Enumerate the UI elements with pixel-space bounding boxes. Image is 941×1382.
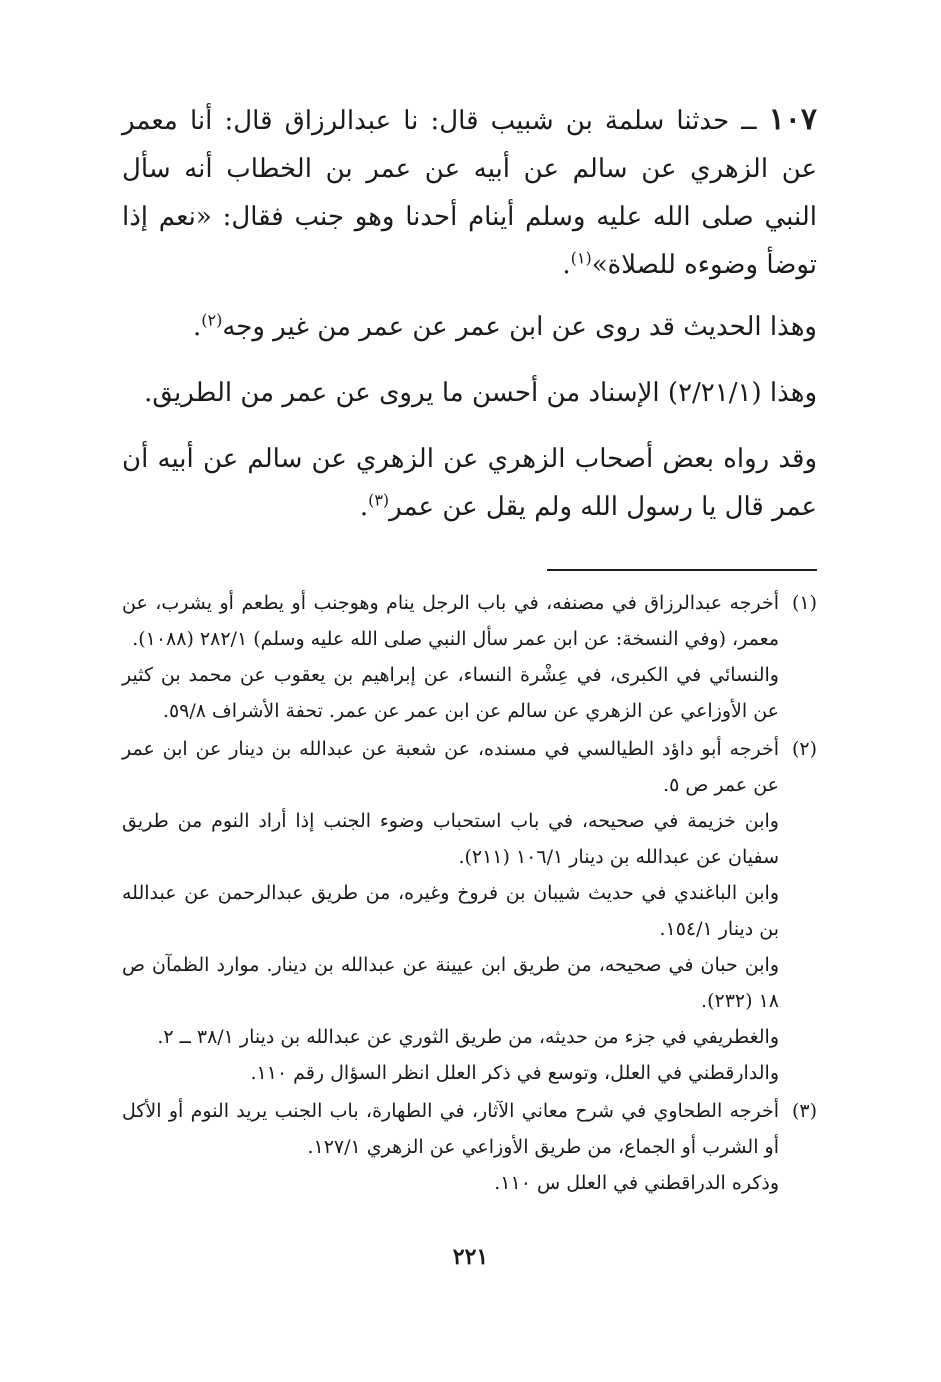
- footnote-line: وذكره الدراقطني في العلل س ١١٠.: [494, 1172, 779, 1194]
- commentary-text: وقد رواه بعض أصحاب الزهري عن الزهري عن سالم عن أبيه أن عمر قال يا رسول الله ولم يقل عن عمر: [122, 444, 817, 522]
- footnote-line: أخرجه عبدالرزاق في مصنفه، في باب الرجل ينام وهوجنب أو يطعم أو يشرب، عن معمر، (وفي النسخة: عن ابن عمر سأل النبي صلى الله عليه وسلم) ٢٨٢/١ (١٠٨٨).: [122, 592, 779, 650]
- commentary-paragraph: [122, 303, 817, 351]
- footnote-line: وابن حبان في صحيحه، من طريق ابن عيينة عن عبدالله بن دينار. موارد الظمآن ص ١٨ (٢٣٢).: [122, 954, 779, 1012]
- footnote-divider: [547, 569, 817, 571]
- footnote-line: والغطريفي في جزء من حديثه، من طريق الثوري عن عبدالله بن دينار ٣٨/١ ــ ٢.: [157, 1026, 779, 1048]
- footnote: [122, 731, 817, 1091]
- footnote-line: أخرجه الطحاوي في شرح معاني الآثار، في الطهارة، باب الجنب يريد النوم أو الأكل أو الشرب أو الجماع، من طريق الأوزاعي عن الزهري ١٢٧/١.: [122, 1100, 779, 1158]
- footnote-ref-3: (٣): [368, 490, 390, 510]
- commentary-text: وهذا الحديث قد روى عن ابن عمر عن عمر من غير وجه: [222, 312, 817, 342]
- hadith-text-end: .: [562, 250, 571, 280]
- commentary-text: وهذا (٢/٢١/١) الإسناد من أحسن ما يروى عن عمر من الطريق.: [144, 378, 817, 408]
- hadith-number: ١٠٧: [768, 102, 818, 137]
- page-number: ٢٢١: [452, 1244, 489, 1270]
- footnote: [122, 1093, 817, 1201]
- footnote: [122, 585, 817, 729]
- main-text: [122, 96, 817, 531]
- commentary-text-end: .: [192, 312, 202, 342]
- commentary-paragraph: [122, 435, 817, 531]
- footnotes: [122, 585, 817, 1201]
- hadith-paragraph: [122, 96, 817, 289]
- footnote-line: والنسائي في الكبرى، في عِشْرة النساء، عن إبراهيم بن يعقوب عن محمد بن كثير عن الأوزاعي عن الزهري عن سالم عن ابن عمر عن عمر. تحفة الأشراف ٥٩/٨.: [122, 664, 779, 722]
- commentary-paragraph: [122, 369, 817, 417]
- footnote-number: (٣): [791, 1100, 817, 1122]
- footnote-line: أخرجه أبو داؤد الطيالسي في مسنده، عن شعبة عن عبدالله بن دينار عن ابن عمر عن عمر ص ٥.: [122, 738, 779, 796]
- hadith-text: ــ حدثنا سلمة بن شبيب قال: نا عبدالرزاق قال: أنا معمر عن الزهري عن سالم عن أبيه عن عمر بن الخطاب أنه سأل النبي صلى الله عليه وسلم أينام أحدنا وهو جنب فقال: «نعم إذا توضأ وضوءه للصلاة»: [122, 106, 818, 280]
- footnote-ref-1: (١): [570, 248, 592, 268]
- footnote-line: وابن الباغندي في حديث شيبان بن فروخ وغيره، من طريق عبدالرحمن عن عبدالله بن دينار ١٥٤/١.: [122, 882, 779, 940]
- footnote-number: (٢): [791, 738, 817, 760]
- footnote-line: وابن خزيمة في صحيحه، في باب استحباب وضوء الجنب إذا أراد النوم من طريق سفيان عن عبدالله بن دينار ١٠٦/١ (٢١١).: [122, 810, 779, 868]
- commentary-text-end: .: [359, 492, 369, 522]
- footnote-number: (١): [791, 592, 817, 614]
- footnote-ref-2: (٢): [201, 310, 223, 330]
- footnote-line: والدارقطني في العلل، وتوسع في ذكر العلل انظر السؤال رقم ١١٠.: [250, 1062, 779, 1084]
